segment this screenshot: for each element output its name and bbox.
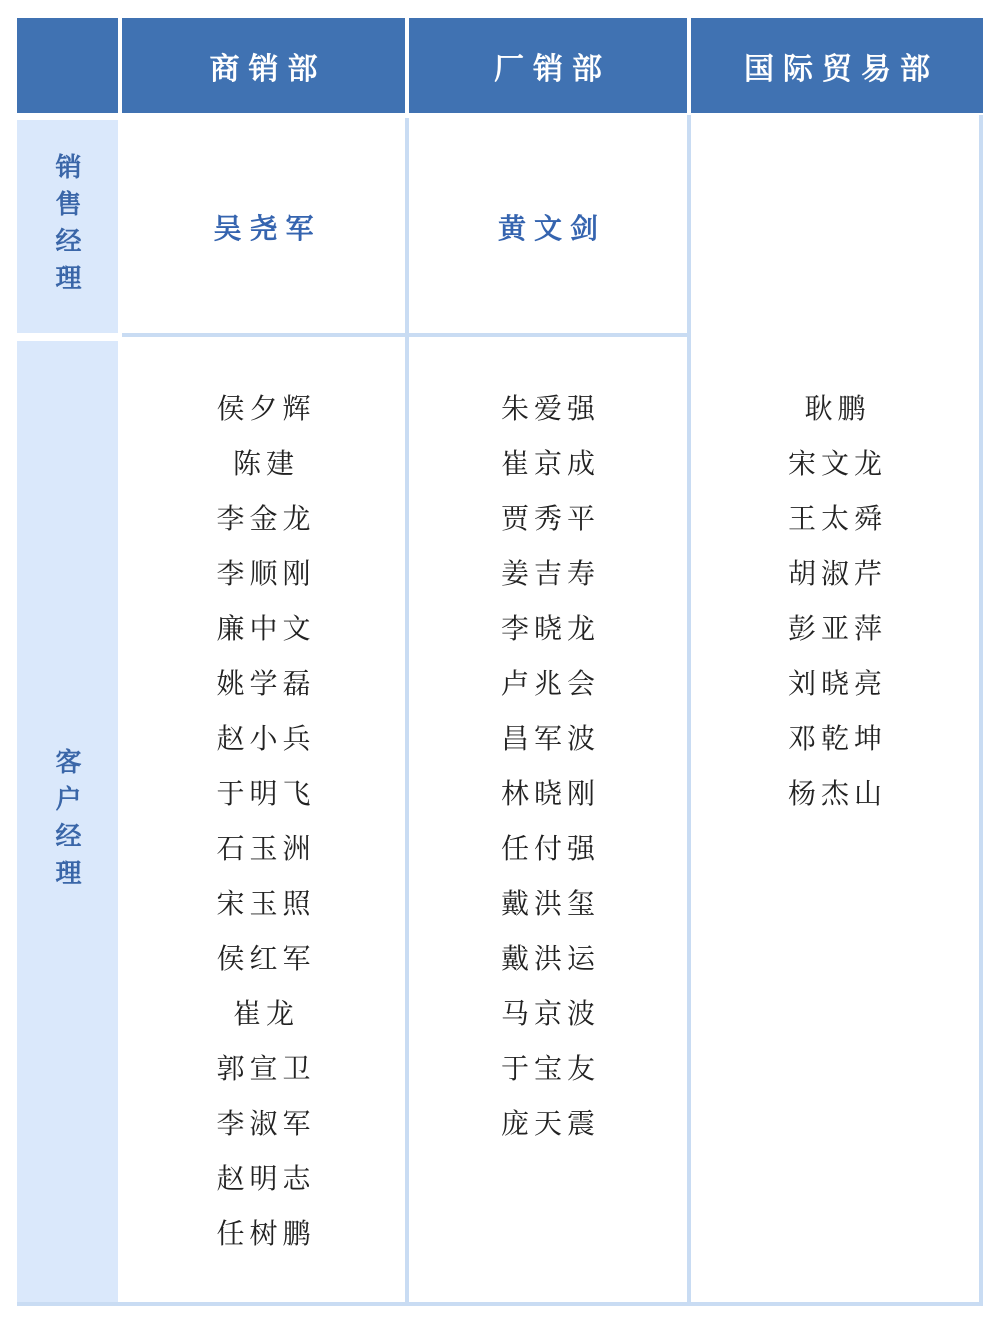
- account-manager-name: 林晓刚: [500, 778, 600, 809]
- account-manager-name: 侯夕辉: [216, 393, 316, 424]
- account-manager-name: 李淑军: [216, 1108, 316, 1139]
- account-manager-name: 耿鹏: [804, 393, 871, 424]
- account-manager-name: 姜吉寿: [500, 558, 600, 589]
- column-header-factory-sales: 厂销部: [409, 18, 687, 113]
- account-manager-name: 李金龙: [216, 503, 316, 534]
- account-manager-name: 昌军波: [500, 723, 600, 754]
- account-manager-name: 侯红军: [216, 943, 316, 974]
- account-manager-name: 任树鹏: [216, 1218, 316, 1249]
- account-manager-name: 赵小兵: [216, 723, 316, 754]
- account-manager-name: 戴洪运: [500, 943, 600, 974]
- row-header-account-manager-label: 客户经理: [52, 747, 82, 896]
- account-manager-name: 崔京成: [500, 448, 600, 479]
- account-manager-list-commercial-sales: [122, 381, 405, 1261]
- account-manager-name: 姚学磊: [216, 668, 316, 699]
- account-manager-name: 庞天震: [500, 1108, 600, 1139]
- grid-hline-row-divider: [122, 333, 687, 337]
- account-manager-name: 刘晓亮: [787, 668, 887, 699]
- account-manager-name: 郭宣卫: [216, 1053, 316, 1084]
- account-manager-name: 李晓龙: [500, 613, 600, 644]
- account-manager-name: 王太舜: [787, 503, 887, 534]
- grid-vline-right-edge: [979, 115, 983, 1306]
- account-manager-name: 赵明志: [216, 1163, 316, 1194]
- account-manager-name: 于宝友: [500, 1053, 600, 1084]
- account-manager-name: 马京波: [500, 998, 600, 1029]
- account-manager-list-factory-sales: [409, 381, 687, 1151]
- account-manager-name: 卢兆会: [500, 668, 600, 699]
- account-manager-name: 宋文龙: [787, 448, 887, 479]
- row-header-sales-manager-label: 销售经理: [52, 152, 82, 301]
- sales-manager-factory-sales: 黄文剑: [497, 212, 606, 244]
- account-manager-name: 朱爱强: [500, 393, 600, 424]
- account-manager-name: 胡淑芹: [787, 558, 887, 589]
- header-corner-cell: [17, 18, 118, 113]
- account-manager-name: 陈建: [232, 448, 299, 479]
- account-manager-name: 邓乾坤: [787, 723, 887, 754]
- account-manager-name: 宋玉照: [216, 888, 316, 919]
- account-manager-name: 崔龙: [232, 998, 299, 1029]
- account-manager-name: 杨杰山: [787, 778, 887, 809]
- sales-manager-commercial-sales: 吴尧军: [213, 212, 322, 244]
- account-manager-name: 李顺刚: [216, 558, 316, 589]
- account-manager-list-international-trade: [691, 381, 979, 821]
- column-header-international-trade: 国际贸易部: [691, 18, 983, 113]
- account-manager-name: 廉中文: [216, 613, 316, 644]
- account-manager-name: 任付强: [500, 833, 600, 864]
- column-header-commercial-sales: 商销部: [122, 18, 405, 113]
- account-manager-name: 于明飞: [216, 778, 316, 809]
- row-header-sales-manager: [17, 120, 118, 333]
- grid-hline-bottom-edge: [17, 1302, 983, 1306]
- account-manager-name: 戴洪玺: [500, 888, 600, 919]
- account-manager-name: 彭亚萍: [787, 613, 887, 644]
- account-manager-name: 石玉洲: [216, 833, 316, 864]
- row-header-account-manager: [17, 341, 118, 1302]
- account-manager-name: 贾秀平: [500, 503, 600, 534]
